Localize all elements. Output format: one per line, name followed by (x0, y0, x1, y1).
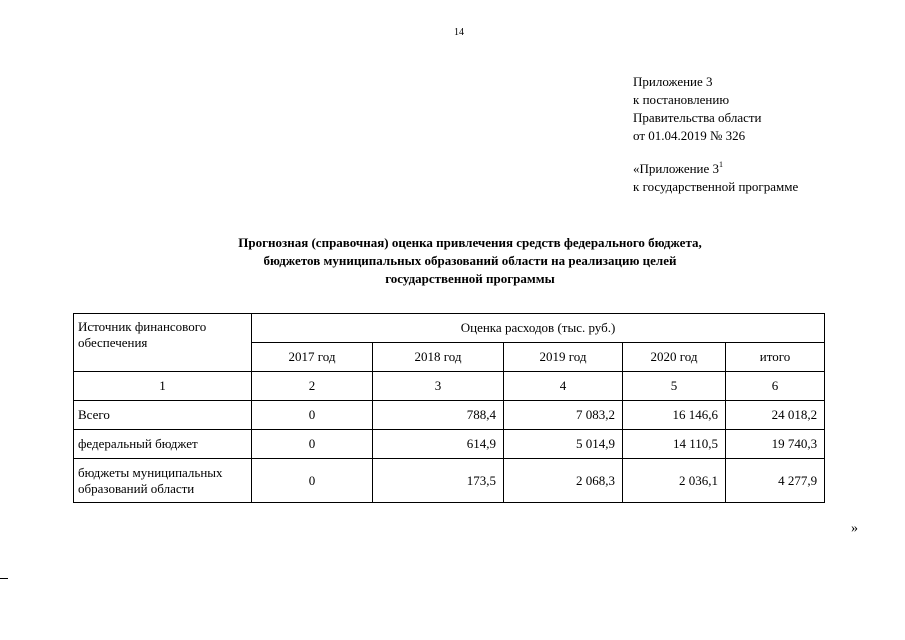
title-line: Прогнозная (справочная) оценка привлечения средств федерального бюджета, (238, 235, 702, 250)
source-header-line: Источник финансового (78, 319, 207, 334)
spacer (633, 145, 798, 160)
column-number-cell: 3 (373, 372, 504, 401)
appendix-line-text: «Приложение 3 (633, 161, 720, 176)
year-header-cell: 2019 год (504, 343, 623, 372)
column-number-cell: 6 (726, 372, 825, 401)
value-cell: 16 146,6 (623, 401, 726, 430)
column-number-cell: 2 (252, 372, 373, 401)
value-cell: 173,5 (373, 459, 504, 503)
appendix-line (633, 160, 798, 178)
value-cell: 614,9 (373, 430, 504, 459)
table-row (74, 401, 825, 430)
year-header-cell: 2020 год (623, 343, 726, 372)
year-header-cell: 2017 год (252, 343, 373, 372)
margin-mark (0, 578, 8, 579)
appendix-reference (633, 73, 798, 196)
title-line: бюджетов муниципальных образований области на реализацию целей (263, 253, 677, 268)
header-row (74, 314, 825, 343)
appendix-line: к постановлению (633, 92, 730, 107)
value-cell: 0 (252, 401, 373, 430)
year-header-cell: 2018 год (373, 343, 504, 372)
title-line: государственной программы (385, 271, 555, 286)
appendix-line: Правительства области (633, 110, 762, 125)
year-header-cell: итого (726, 343, 825, 372)
value-cell: 0 (252, 459, 373, 503)
funding-table (73, 313, 825, 503)
estimate-header-cell: Оценка расходов (тыс. руб.) (252, 314, 825, 343)
row-label-cell (74, 459, 252, 503)
table-row (74, 430, 825, 459)
column-number-row (74, 372, 825, 401)
row-label-cell: федеральный бюджет (74, 430, 252, 459)
appendix-line: к государственной программе (633, 179, 799, 194)
page-number: 14 (454, 27, 464, 38)
value-cell: 5 014,9 (504, 430, 623, 459)
appendix-superscript: 1 (719, 160, 724, 169)
value-cell: 7 083,2 (504, 401, 623, 430)
value-cell: 19 740,3 (726, 430, 825, 459)
table-row (74, 459, 825, 503)
value-cell: 2 068,3 (504, 459, 623, 503)
value-cell: 4 277,9 (726, 459, 825, 503)
value-cell: 2 036,1 (623, 459, 726, 503)
appendix-line: Приложение 3 (633, 74, 713, 89)
column-number-cell: 5 (623, 372, 726, 401)
row-label-line: образований области (78, 480, 195, 496)
value-cell: 0 (252, 430, 373, 459)
row-label-cell: Всего (74, 401, 252, 430)
appendix-line: от 01.04.2019 № 326 (633, 128, 746, 143)
value-cell: 14 110,5 (623, 430, 726, 459)
column-number-cell: 4 (504, 372, 623, 401)
row-label-line: бюджеты муниципальных (78, 464, 223, 480)
column-number-cell: 1 (74, 372, 252, 401)
document-title (190, 234, 750, 288)
closing-quote: » (851, 521, 858, 536)
value-cell: 788,4 (373, 401, 504, 430)
source-header-line: обеспечения (78, 335, 148, 350)
source-header-cell (74, 314, 252, 372)
value-cell: 24 018,2 (726, 401, 825, 430)
